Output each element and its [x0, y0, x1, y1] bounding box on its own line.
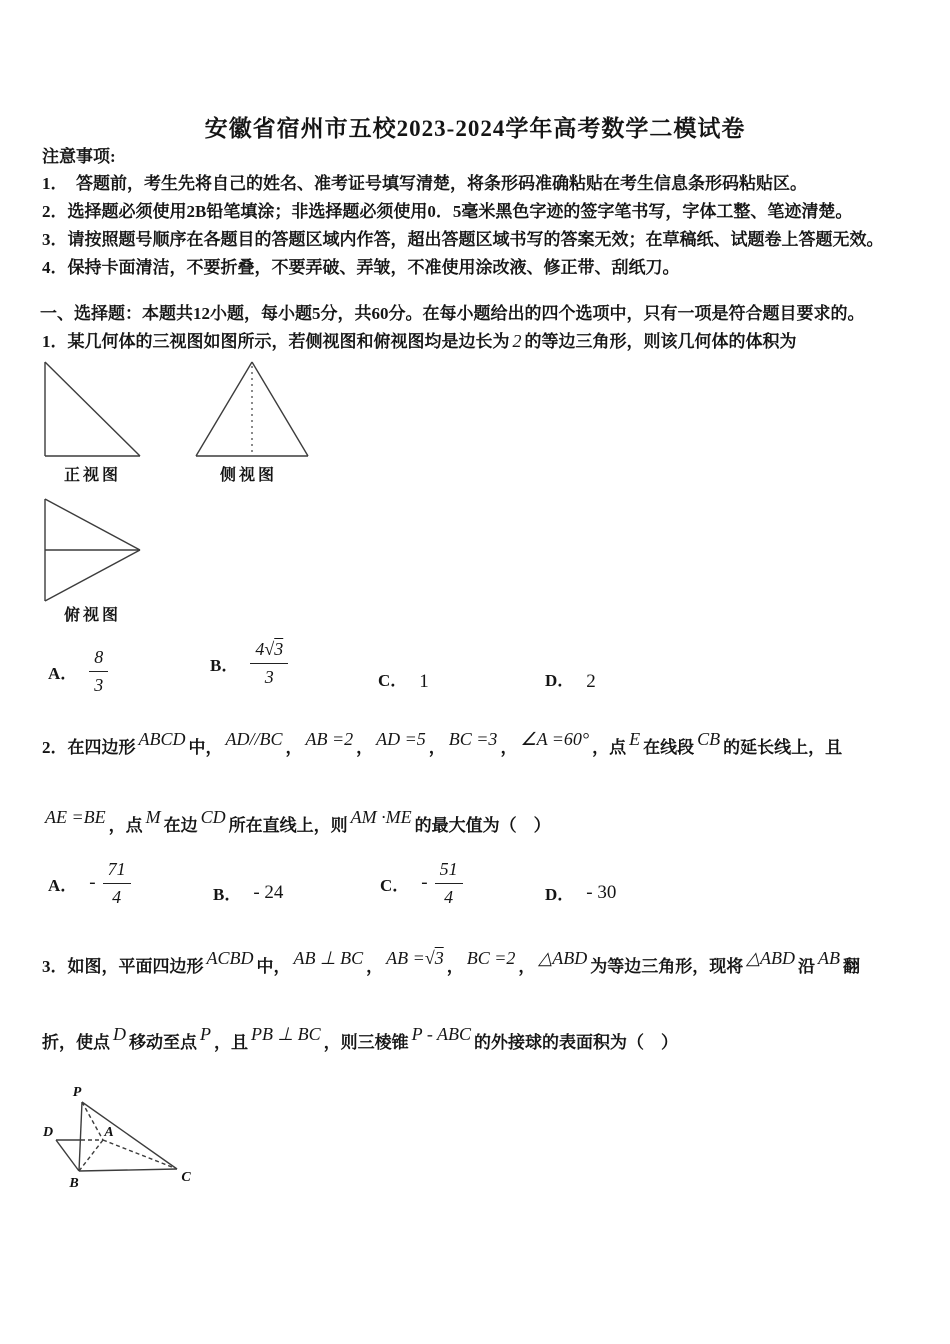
fraction: $\frac{8}{3}$	[89, 646, 108, 696]
inline-math: M	[145, 807, 161, 827]
inline-math: 2	[512, 331, 522, 351]
q1-option-b: B． $\frac{4√3}{3}$	[210, 638, 288, 688]
notice-item-2: 2．选择题必须使用2B铅笔填涂；非选择题必须使用0．5毫米黑色字迹的签字笔书写，字体工整、笔迹清楚。	[42, 202, 853, 221]
fraction: $\frac{71}{4}$	[103, 858, 131, 908]
inline-math: BC =3	[448, 729, 498, 749]
q2-option-d: D． - 30	[545, 881, 617, 904]
figure-front-view	[40, 356, 146, 460]
question-2-line-1: 2．在四边形 ABCD 中， AD//BC ， AB =2 ， AD =5 ， BC =3 ， ∠A =60° ，点 E 在线段 CB 的延长线上，且	[42, 729, 843, 757]
sqrt-icon: √	[424, 948, 435, 968]
minus-sign: -	[89, 872, 96, 893]
notice-item-3: 3．请按照题号顺序在各题目的答题区域内作答，超出答题区域书写的答案无效；在草稿纸、试题卷上答题无效。	[42, 230, 884, 249]
page-title: 安徽省宿州市五校2023-2024学年高考数学二模试卷	[204, 116, 746, 141]
inline-math: AB	[818, 948, 841, 968]
q1-option-d: D． 2	[545, 670, 596, 692]
inline-math: AD//BC	[225, 729, 283, 749]
inline-math: D	[113, 1024, 126, 1044]
inline-math: P	[200, 1024, 211, 1044]
q2-option-c: C． - $\frac{51}{4}$	[380, 858, 463, 908]
vertex-label-d: D	[42, 1125, 54, 1140]
fraction: $\frac{51}{4}$	[435, 858, 463, 908]
inline-math: PB ⊥ BC	[251, 1024, 321, 1044]
vertex-label-b: B	[69, 1176, 79, 1191]
inline-math: ∠A =60°	[520, 729, 590, 749]
inline-math: CB	[697, 729, 721, 749]
inline-math: AB ⊥ BC	[293, 948, 364, 968]
notice-item-4: 4．保持卡面清洁，不要折叠，不要弄破、弄皱，不准使用涂改液、修正带、刮纸刀。	[42, 258, 680, 277]
q2-option-b: B． - 24	[213, 881, 284, 904]
inline-math: E	[629, 729, 641, 749]
inline-math: △ABD	[538, 948, 588, 968]
figure-tetrahedron	[36, 1082, 211, 1202]
inline-math: ACBD	[206, 948, 254, 968]
inline-math: AB =√3	[386, 948, 444, 968]
inline-math: AE =BE	[45, 807, 106, 827]
vertex-label-p: P	[72, 1085, 82, 1100]
figure-top-view	[40, 494, 146, 606]
notice-item-1: 1． 答题前，考生先将自己的姓名、准考证号填写清楚，将条形码准确粘贴在考生信息条形码粘贴区。	[42, 174, 807, 193]
inline-math: BC =2	[466, 948, 516, 968]
question-1-text: 1．某几何体的三视图如图所示，若侧视图和俯视图均是边长为 2 的等边三角形，则该几何体的体积为	[42, 331, 797, 351]
q1-option-c: C． 1	[378, 670, 429, 692]
q2-option-a: A． - $\frac{71}{4}$	[48, 858, 131, 908]
sqrt-icon: √	[264, 639, 275, 659]
figure-front-label: 正视图	[64, 467, 122, 484]
fraction: $\frac{4√3}{3}$	[250, 638, 288, 688]
vertex-label-a: A	[104, 1125, 114, 1140]
question-2-line-2: AE =BE ，点 M 在边 CD 所在直线上，则 AM ·ME 的最大值为（ ）	[45, 807, 551, 835]
figure-side-view	[190, 356, 316, 460]
inline-math: CD	[200, 807, 226, 827]
figure-top-label: 俯视图	[64, 607, 122, 624]
inline-math: P - ABC	[411, 1024, 472, 1044]
inline-math: △ABD	[746, 948, 796, 968]
vertex-label-c: C	[181, 1170, 191, 1185]
q1-option-a: A． $\frac{8}{3}$	[48, 646, 108, 696]
inline-math: AM ·ME	[350, 807, 412, 827]
inline-math: AB =2	[305, 729, 354, 749]
question-3-line-2: 折，使点 D 移动至点 P ，且 PB ⊥ BC ，则三棱锥 P - ABC 的外接球的表面积为（ ）	[42, 1024, 679, 1052]
section-1-heading: 一、选择题：本题共12小题，每小题5分，共60分。在每小题给出的四个选项中，只有一项是符合题目要求的。	[40, 304, 865, 323]
inline-math: AD =5	[376, 729, 426, 749]
minus-sign: -	[421, 872, 428, 893]
question-3-line-1: 3．如图，平面四边形 ACBD 中， AB ⊥ BC ， AB =√3 ， BC =2 ， △ABD 为等边三角形，现将 △ABD 沿 AB 翻	[42, 948, 861, 976]
figure-side-label: 侧视图	[220, 467, 278, 484]
inline-math: ABCD	[138, 729, 186, 749]
notice-heading: 注意事项:	[42, 147, 116, 166]
